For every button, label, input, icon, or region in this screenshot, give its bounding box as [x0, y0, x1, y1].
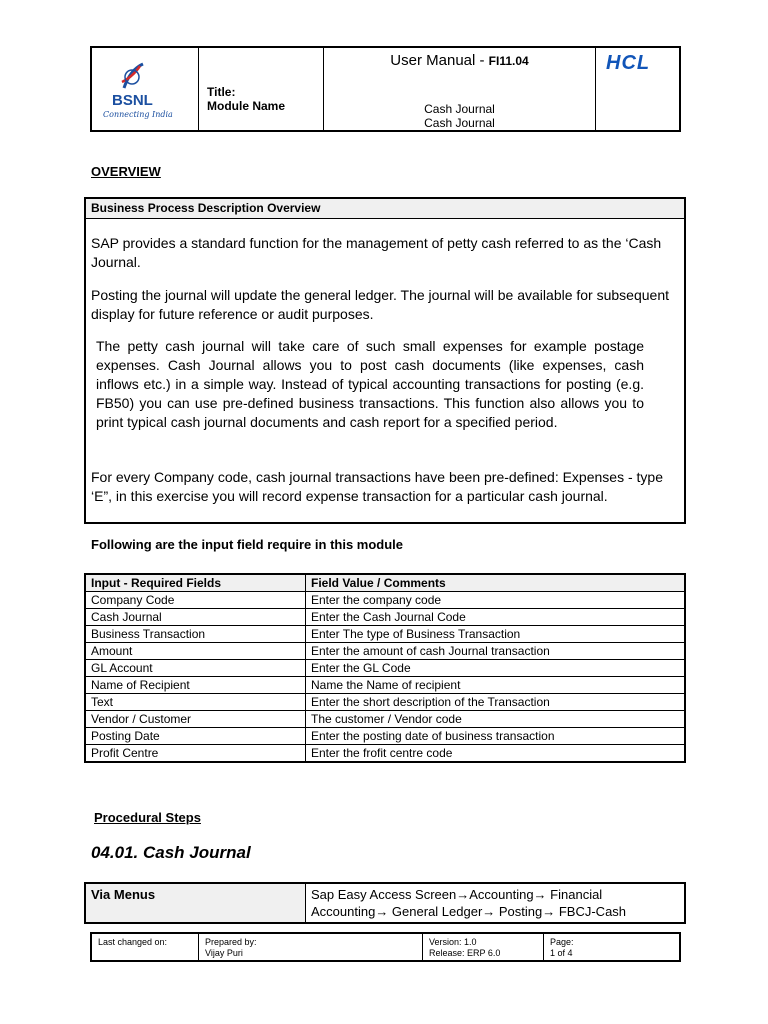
procedural-steps-heading: Procedural Steps: [94, 810, 201, 825]
prepared-label: Prepared by:: [205, 937, 257, 947]
via-menus-label: Via Menus: [85, 883, 306, 923]
manual-title-text: User Manual -: [390, 52, 489, 69]
field-name-cell: Amount: [85, 643, 306, 660]
subtitle-line-2: Cash Journal: [424, 116, 495, 130]
hcl-logo: HCL: [606, 52, 651, 74]
para-4-line-2: ‘E”, in this exercise you will record expense transaction for a particular cash journal.: [91, 488, 608, 504]
bsnl-logo-icon: [120, 62, 146, 92]
subtitle-line-1: Cash Journal: [424, 102, 495, 116]
table-row: [85, 609, 685, 626]
field-name-cell: Profit Centre: [85, 745, 306, 763]
field-comment-cell: Enter the GL Code: [306, 660, 686, 677]
field-name-cell: GL Account: [85, 660, 306, 677]
hcl-cell: [596, 48, 679, 130]
field-comment-cell: Enter the frofit centre code: [306, 745, 686, 763]
field-name-cell: Vendor / Customer: [85, 711, 306, 728]
field-name-cell: Name of Recipient: [85, 677, 306, 694]
para-4-line-1: For every Company code, cash journal transactions have been pre-defined: Expenses - type: [91, 469, 663, 485]
module-name-label: Module Name: [207, 99, 286, 113]
table-header-row: [85, 574, 685, 592]
field-comment-cell: Enter the company code: [306, 592, 686, 609]
footer-page: [544, 934, 679, 960]
title-label: [207, 85, 285, 113]
overview-heading: OVERVIEW: [91, 164, 161, 179]
business-process-para-2: Posting the journal will update the general ledger. The journal will be available for subsequent display for future reference or audit purposes.: [91, 287, 670, 322]
field-comment-cell: Enter the posting date of business transaction: [306, 728, 686, 745]
version-label: Version: 1.0: [429, 937, 477, 947]
title-text: Title:: [207, 85, 236, 99]
field-name-cell: Company Code: [85, 592, 306, 609]
field-comment-cell: Name the Name of recipient: [306, 677, 686, 694]
manual-subtitle: [324, 102, 595, 130]
document-header: [90, 46, 681, 132]
business-process-heading: Business Process Description Overview: [86, 199, 684, 219]
via-menus-table: [84, 882, 686, 924]
manual-title: [324, 52, 595, 69]
table-row: [85, 728, 685, 745]
field-name-cell: Text: [85, 694, 306, 711]
bsnl-logo-text: BSNL: [112, 92, 153, 109]
page-value: 1 of 4: [550, 948, 573, 958]
table-row: [85, 711, 685, 728]
table-row: [85, 660, 685, 677]
business-process-para-3: The petty cash journal will take care of such small expenses for example postage expenses. Cash Journal allows you to post cash documents (like expenses, cash inflows etc.) in a simple way. Instead of typical accounting transactions for posting (e.g. FB50) you can use pre-defined business transactions. This function also allows you to print typical cash journal documents and cash report for a specified period.: [96, 338, 644, 430]
following-heading: Following are the input field require in this module: [91, 537, 404, 552]
table-row: [85, 694, 685, 711]
prepared-value: Vijay Puri: [205, 948, 243, 958]
release-label: Release: ERP 6.0: [429, 948, 501, 958]
logo-cell: [92, 48, 199, 130]
column-header-fields: Input - Required Fields: [85, 574, 306, 592]
footer-last-changed: [92, 934, 199, 960]
business-process-box: [84, 197, 686, 524]
field-name-cell: Cash Journal: [85, 609, 306, 626]
input-fields-body: [85, 592, 685, 763]
menu-path-line-2: Accounting→ General Ledger→ Posting→ FBCJ-Cash: [311, 904, 627, 919]
table-row: [85, 643, 685, 660]
table-row: [85, 626, 685, 643]
via-menus-path: [306, 883, 686, 923]
field-comment-cell: The customer / Vendor code: [306, 711, 686, 728]
manual-code: FI11.04: [488, 54, 529, 68]
last-changed-label: Last changed on:: [98, 937, 168, 947]
title-cell: [199, 48, 324, 130]
business-process-para-1: SAP provides a standard function for the management of petty cash referred to as the ‘Cash Journal.: [91, 235, 662, 270]
page-label: Page:: [550, 937, 574, 947]
section-title: 04.01. Cash Journal: [91, 843, 251, 862]
menu-path-line-1: Sap Easy Access Screen→Accounting→ Financial: [311, 887, 603, 902]
footer-version: [423, 934, 544, 960]
field-name-cell: Posting Date: [85, 728, 306, 745]
table-row: [85, 883, 685, 923]
table-row: [85, 745, 685, 763]
manual-cell: [324, 48, 596, 130]
document-footer: [90, 932, 681, 962]
field-comment-cell: Enter The type of Business Transaction: [306, 626, 686, 643]
field-comment-cell: Enter the amount of cash Journal transaction: [306, 643, 686, 660]
bsnl-logo-tagline: Connecting India: [103, 110, 173, 119]
field-name-cell: Business Transaction: [85, 626, 306, 643]
table-row: [85, 677, 685, 694]
column-header-comments: Field Value / Comments: [306, 574, 686, 592]
business-process-para-4: [91, 468, 681, 506]
table-row: [85, 592, 685, 609]
footer-prepared: [199, 934, 423, 960]
field-comment-cell: Enter the short description of the Transaction: [306, 694, 686, 711]
field-comment-cell: Enter the Cash Journal Code: [306, 609, 686, 626]
input-fields-table: [84, 573, 686, 763]
